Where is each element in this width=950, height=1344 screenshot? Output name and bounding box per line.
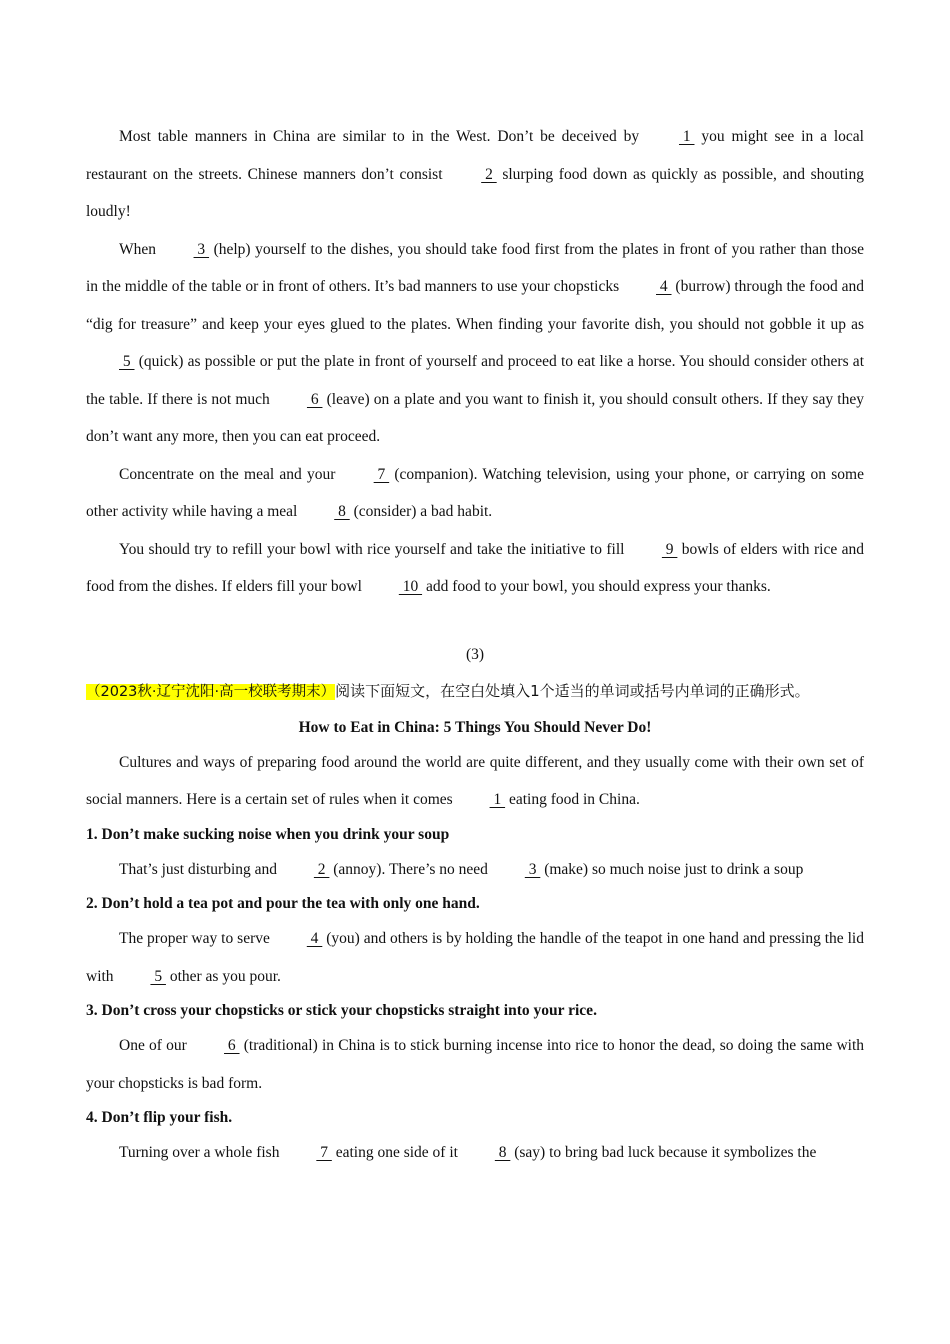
blank-2: 2 <box>313 860 330 878</box>
text: (companion). Watching television, using your phone, or carrying on some other activity while having a meal <box>86 465 864 520</box>
text: Cultures and ways of preparing food around the world are quite different, and they usually come with their own set of social manners. Here is a certain set of rules when it comes <box>86 753 864 808</box>
text: One of our <box>119 1037 192 1054</box>
text: (quick) as possible or put the plate in front of yourself and proceed to eat like a horse. You should consider others at the table. If there is not much <box>86 353 864 408</box>
text: (annoy). There’s no need <box>329 860 492 878</box>
rule-body-4 <box>86 1134 864 1172</box>
blank-5: 5 <box>150 967 166 985</box>
rule-heading-4: 4. Don’t flip your fish. <box>86 1109 233 1126</box>
text: add food to your bowl, you should express your thanks. <box>422 578 771 595</box>
text: eating one side of it <box>331 1144 462 1161</box>
text: bowls of elders with rice and food from the dishes. If elders fill your bowl <box>86 540 864 595</box>
text: (say) to bring bad luck because it symbolizes the <box>510 1144 817 1161</box>
text: The proper way to serve <box>119 930 274 947</box>
section-spacer <box>86 606 864 636</box>
text: Most table manners in China are similar to in the West. Don’t be deceived by <box>119 128 646 145</box>
section-number: (3) <box>465 645 485 663</box>
text: (leave) on a plate and you want to finish it, you should consult others. If they say they don’t want any more, then you can eat proceed. <box>86 390 864 445</box>
text: (make) so much noise just to drink a soup <box>540 860 804 878</box>
passage2-paragraph-2 <box>86 231 864 456</box>
blank-1: 1 <box>678 128 695 145</box>
blank-2: 2 <box>481 165 497 183</box>
blank-3: 3 <box>193 240 210 258</box>
passage2-paragraph-1 <box>86 118 864 231</box>
rule-heading-1: 1. Don’t make sucking noise when you drink your soup <box>86 825 450 843</box>
question-header <box>86 673 864 712</box>
blank-8: 8 <box>334 503 350 520</box>
blank-5: 5 <box>119 353 135 370</box>
source-tag: （2023秋·辽宁沈阳·高一校联考期末） <box>86 684 336 700</box>
rule-body-3 <box>86 1027 864 1102</box>
blank-8: 8 <box>494 1144 511 1161</box>
text: (traditional) in China is to stick burning incense into rice to honor the dead, so doing the same with your chopsticks is bad form. <box>86 1037 864 1092</box>
passage2-paragraph-4 <box>86 531 864 606</box>
blank-6: 6 <box>224 1037 240 1054</box>
rule-heading-2: 2. Don’t hold a tea pot and pour the tea with only one hand. <box>86 895 480 912</box>
text: Concentrate on the meal and your <box>119 465 341 483</box>
blank-6: 6 <box>306 390 323 408</box>
rule-body-1 <box>86 851 864 889</box>
blank-9: 9 <box>661 540 678 558</box>
text: (you) and others is by holding the handle of the teapot in one hand and pressing the lid with <box>86 930 864 985</box>
rule-body-2 <box>86 920 864 995</box>
text: That’s just disturbing and <box>119 860 281 878</box>
blank-10: 10 <box>398 578 423 595</box>
text: (help) yourself to the dishes, you should take food first from the plates in front of you rather than those in the middle of the table or in front of others. It’s bad manners to use your chopsticks <box>86 240 864 295</box>
text: Turning over a whole fish <box>119 1144 284 1161</box>
blank-4: 4 <box>656 278 672 295</box>
text: eating food in China. <box>505 791 640 808</box>
text: slurping food down as quickly as possible, and shouting loudly! <box>86 165 864 220</box>
text: You should try to refill your bowl with rice yourself and take the initiative to fill <box>119 540 629 558</box>
blank-3: 3 <box>524 860 541 878</box>
text: other as you pour. <box>165 967 281 985</box>
blank-4: 4 <box>306 930 323 947</box>
rule-heading-3: 3. Don’t cross your chopsticks or stick your chopsticks straight into your rice. <box>86 1002 597 1019</box>
text: (consider) a bad habit. <box>349 503 493 520</box>
text: (burrow) through the food and “dig for treasure” and keep your eyes glued to the plates. When finding your favorite dish, you should not gobble it up as <box>86 278 864 333</box>
blank-7: 7 <box>373 465 390 483</box>
text: you might see in a local restaurant on the streets. Chinese manners don’t consist <box>86 128 864 183</box>
blank-1: 1 <box>489 791 506 808</box>
document-page <box>86 118 864 1172</box>
passage2-paragraph-3 <box>86 456 864 531</box>
text: When <box>119 240 161 258</box>
passage3-intro <box>86 744 864 819</box>
passage-title: How to Eat in China: 5 Things You Should Never Do! <box>298 718 652 736</box>
instruction-text: 阅读下面短文，在空白处填入1个适当的单词或括号内单词的正确形式。 <box>335 682 810 700</box>
blank-7: 7 <box>316 1144 332 1161</box>
